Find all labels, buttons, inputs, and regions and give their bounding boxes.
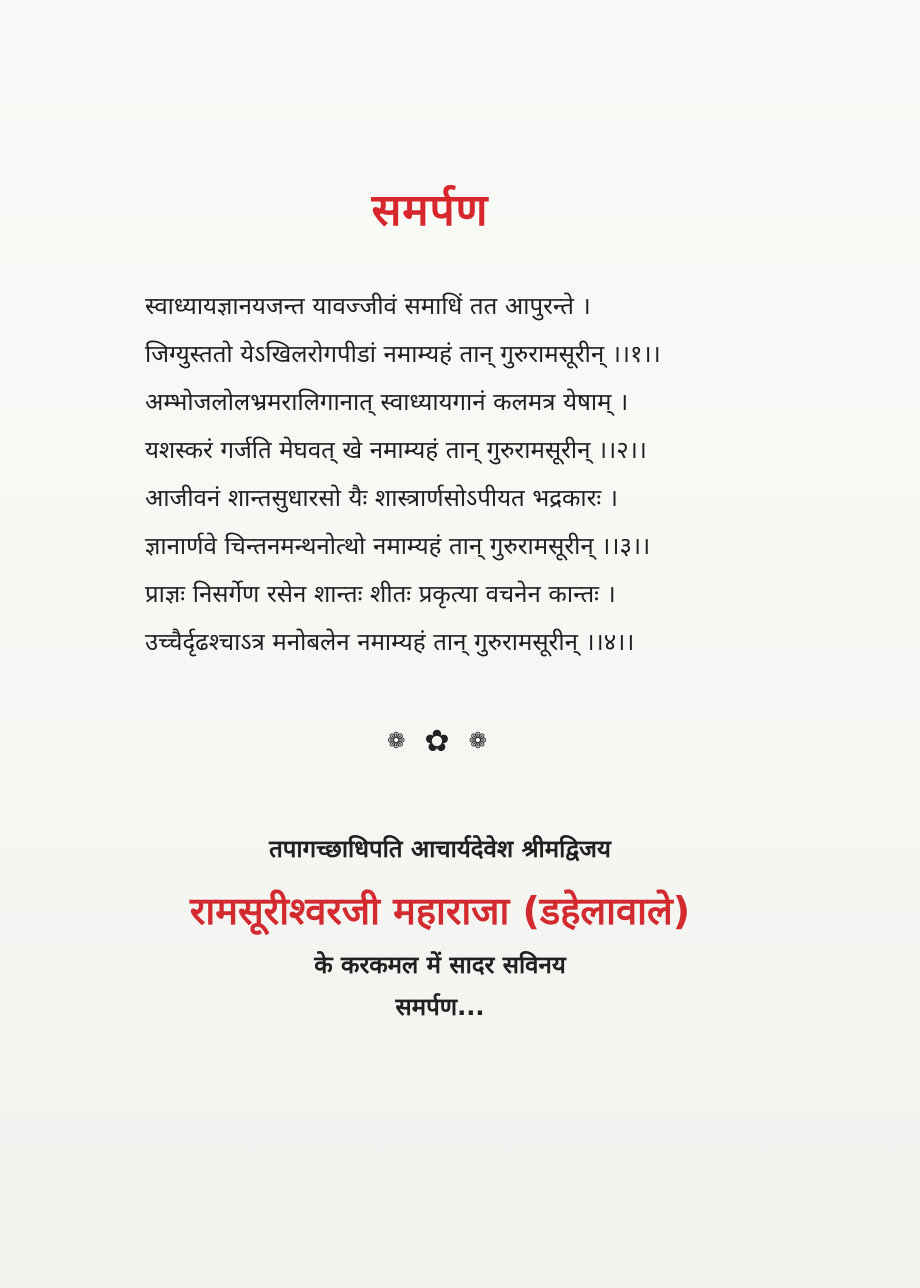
verse-line: आजीवनं शान्तसुधारसो यैः शास्त्रार्णसोऽपीयत भद्रकारः । — [145, 484, 618, 512]
dedication-title-line: तपागच्छाधिपति आचार्यदेवेश श्रीमद्विजय — [269, 835, 611, 863]
verse-line: उच्चैर्दृढश्चाऽत्र मनोबलेन नमाम्यहं तान् गुरुरामसूरीन् ।।४।। — [145, 628, 635, 656]
verse-line: स्वाध्यायज्ञानयजन्त यावज्जीवं समाधिं तत आपुरन्ते । — [145, 292, 591, 320]
page-title: समर्पण — [371, 185, 489, 236]
flower-ornament — [0, 724, 880, 759]
verse-line: ज्ञानार्णवे चिन्तनमन्थनोत्थो नमाम्यहं तान् गुरुरामसूरीन् ।।३।। — [145, 532, 651, 560]
verse-line: जिग्युस्ततो येऽखिलरोगपीडां नमाम्यहं तान् गुरुरामसूरीन् ।।१।। — [145, 340, 661, 368]
dedication-closing: समर्पण... — [395, 993, 485, 1021]
verse-line: अम्भोजलोलभ्रमरालिगानात् स्वाध्यायगानं कलमत्र येषाम् । — [145, 388, 629, 416]
dedication-phrase: के करकमल में सादर सविनय — [314, 951, 566, 979]
flower-center-icon: ✿ — [424, 724, 456, 759]
dedication-name: रामसूरीश्वरजी महाराजा (डहेलावाले) — [189, 889, 691, 933]
verse-line: यशस्करं गर्जति मेघवत् खे नमाम्यहं तान् गुरुरामसूरीन् ।।२।। — [145, 436, 647, 464]
flower-right-icon: ❁ — [468, 729, 493, 754]
flower-left-icon: ❁ — [386, 729, 412, 754]
verse-line: प्राज्ञः निसर्गेण रसेन शान्तः शीतः प्रकृत्या वचनेन कान्तः । — [145, 580, 616, 608]
verse-block — [145, 282, 785, 666]
